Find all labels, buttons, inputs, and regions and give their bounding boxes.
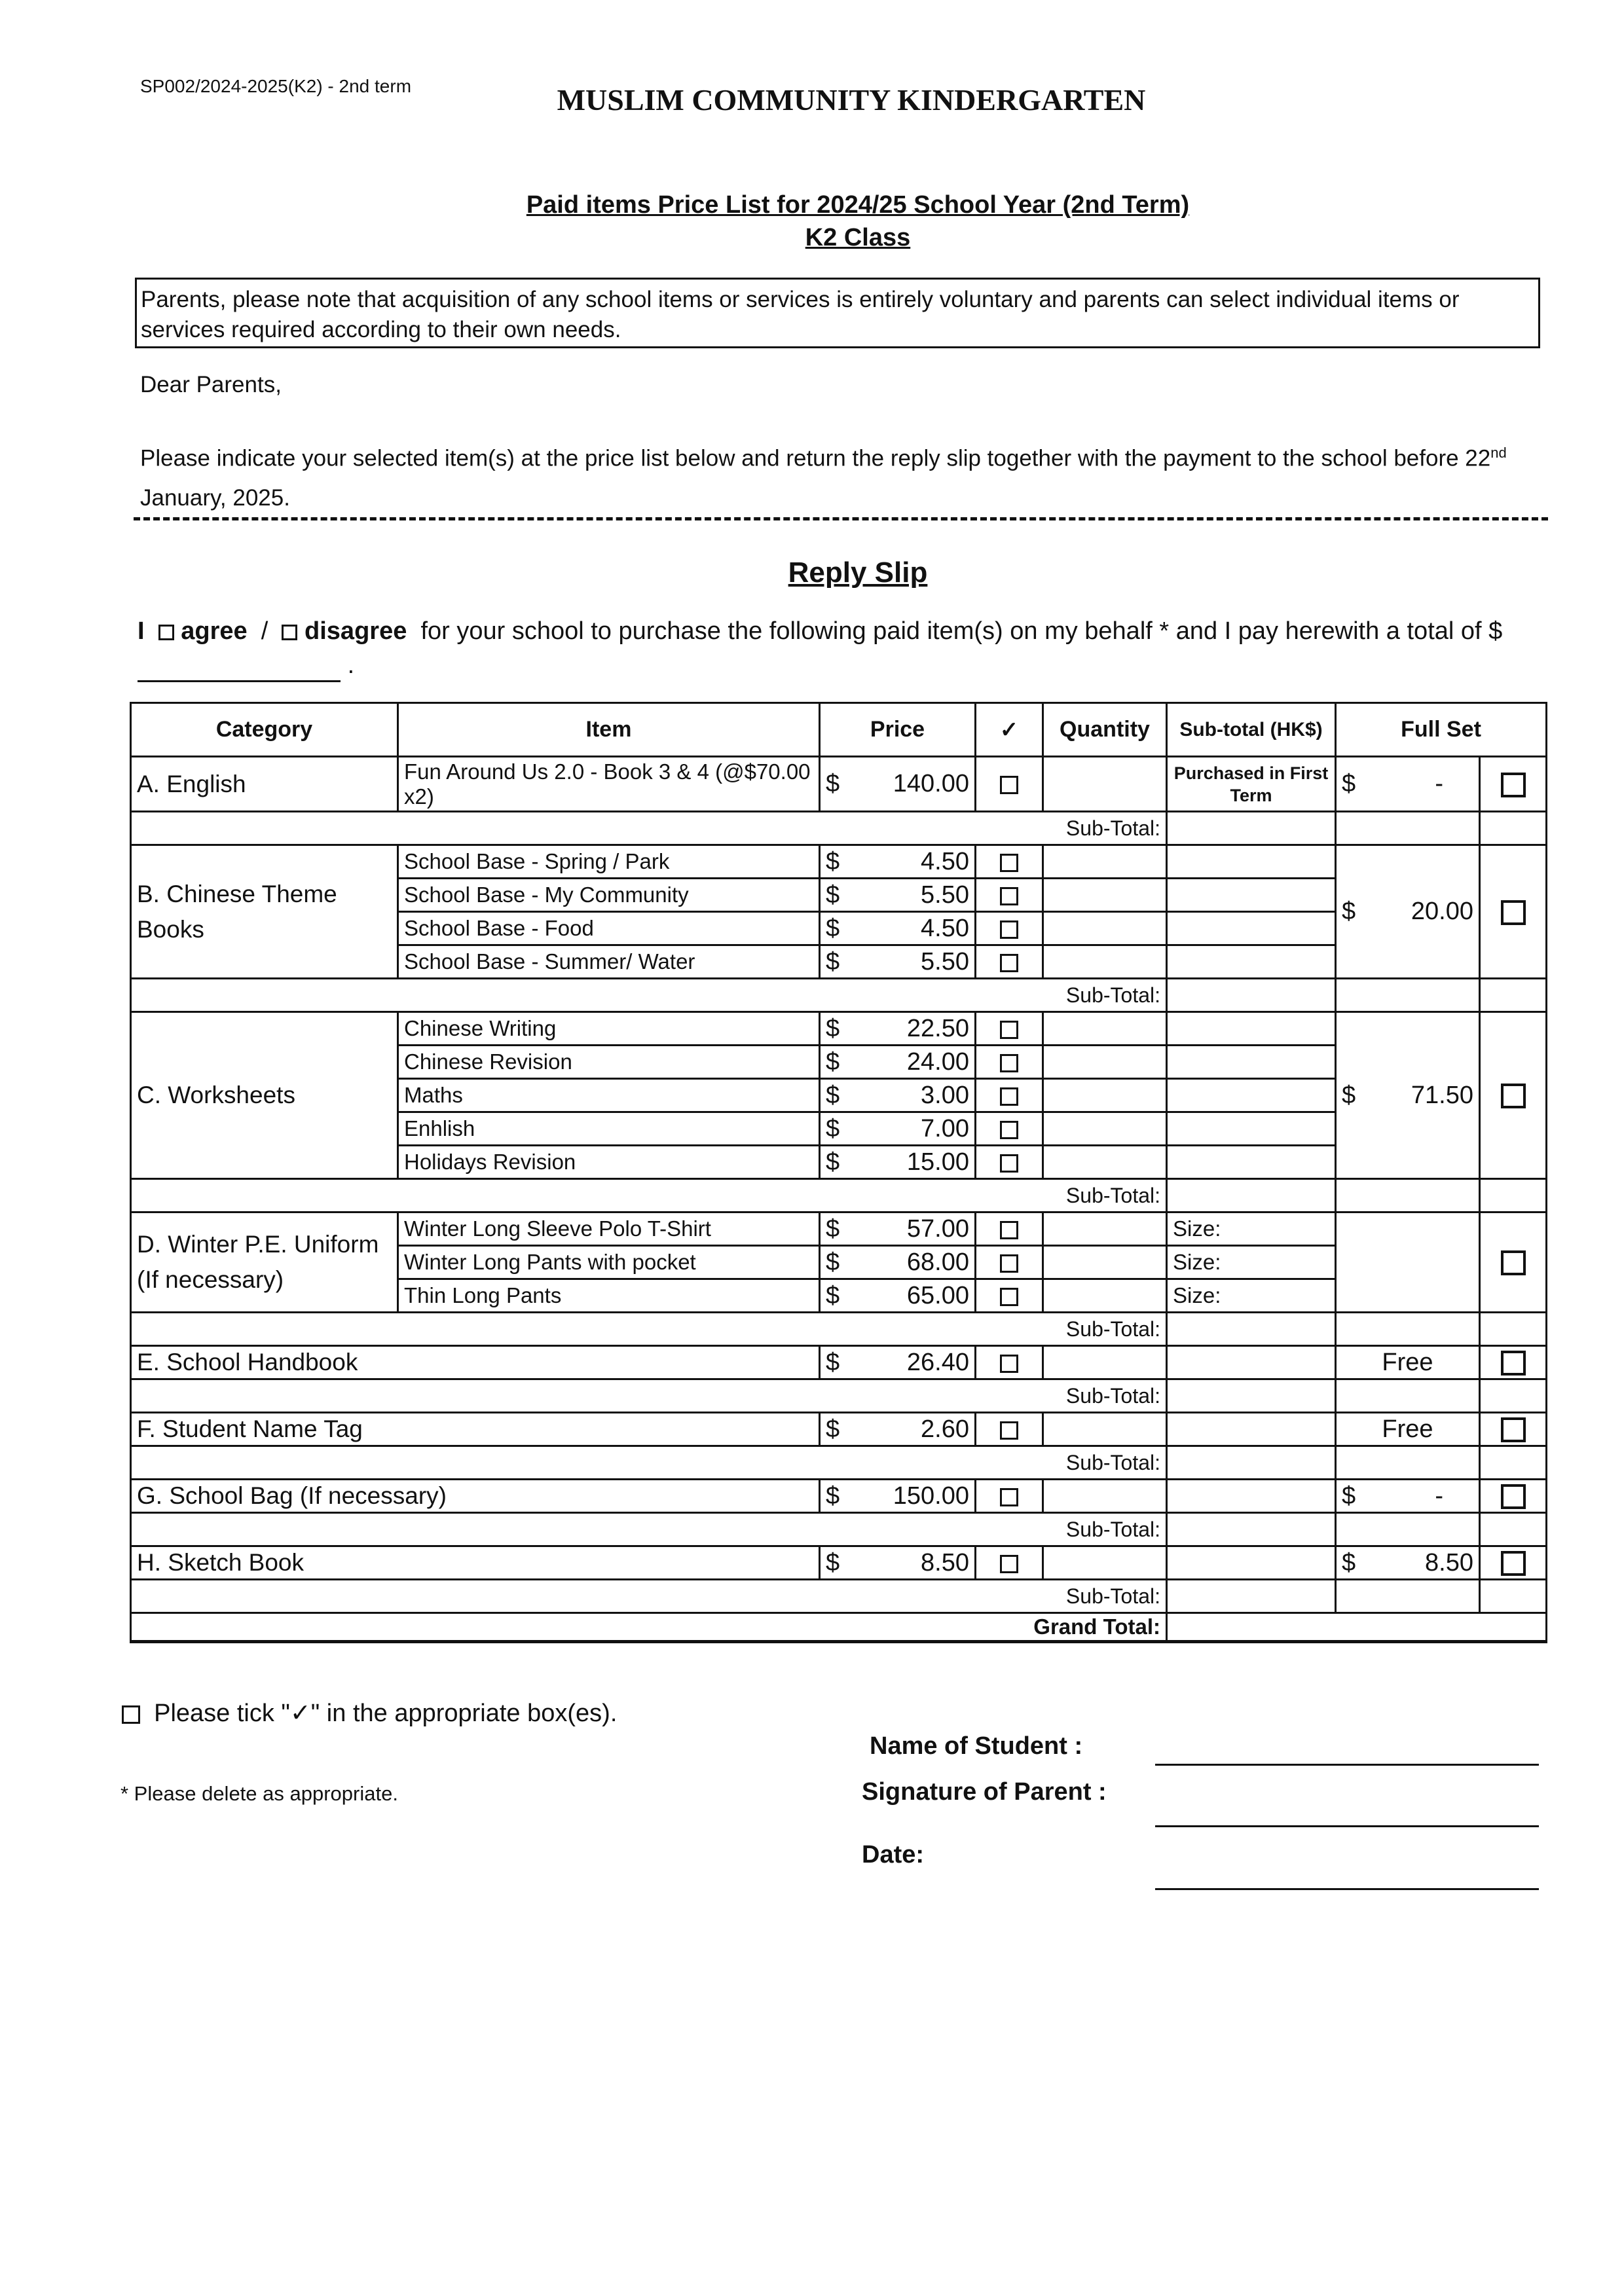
quantity-field[interactable] [1043,1346,1167,1379]
select-cell [976,1346,1043,1379]
full-set-price [1336,757,1480,812]
price-value: 57.00 [906,1214,969,1243]
full-set-value: 8.50 [1425,1548,1473,1576]
quantity-field[interactable] [1043,1146,1167,1179]
instruction-body: Please indicate your selected item(s) at the price list below and return the reply slip together with the payment to the school before 22 [140,445,1491,471]
select-cell [976,1012,1043,1046]
subtotal-label: Sub-Total: [131,979,1167,1012]
total-amount-field[interactable] [138,657,341,682]
item-checkbox[interactable] [1000,887,1018,905]
price-cell [820,945,976,979]
price-cell [820,912,976,945]
item-checkbox[interactable] [1000,854,1018,872]
delete-note: * Please delete as appropriate. [120,1782,398,1805]
subtotal-field[interactable] [1167,945,1336,979]
currency: $ [1342,1548,1356,1576]
full-set-value: - [1435,770,1443,797]
item-name: Winter Long Pants with pocket [398,1246,820,1279]
currency: $ [826,914,840,942]
select-cell [976,757,1043,812]
quantity-field[interactable] [1043,1480,1167,1513]
header-full-set: Full Set [1336,703,1547,757]
price-value: 5.50 [921,881,969,909]
category-chinese-theme-books: B. Chinese Theme Books [131,845,398,979]
table-row [131,1212,1547,1246]
empty-cell [1336,1446,1480,1480]
currency: $ [826,1081,840,1109]
quantity-field[interactable] [1043,1112,1167,1146]
category-worksheets: C. Worksheets [131,1012,398,1179]
empty-cell [1480,1179,1547,1212]
select-cell [976,1546,1043,1580]
slash: / [261,617,268,645]
full-set-checkbox[interactable] [1501,773,1526,797]
class-title: K2 Class [805,224,911,251]
name-of-student-field[interactable] [1155,1764,1539,1766]
currency: $ [826,847,840,875]
table-row [131,1012,1547,1046]
table-row [131,845,1547,879]
currency: $ [826,1048,840,1076]
full-set-value: 71.50 [1411,1081,1473,1109]
full-set-select [1480,1413,1547,1446]
subtotal-field[interactable] [1167,1112,1336,1146]
subtotal-field[interactable] [1167,1179,1336,1212]
price-cell [820,757,976,812]
subtotal-row [131,1313,1547,1346]
date-label: Date: [862,1841,925,1868]
subtotal-field[interactable] [1167,1046,1336,1079]
header-item: Item [398,703,820,757]
subtotal-field[interactable] [1167,979,1336,1012]
item-name: Enhlish [398,1112,820,1146]
item-name: Holidays Revision [398,1146,820,1179]
currency: $ [826,1482,840,1510]
quantity-field[interactable] [1043,1079,1167,1112]
subtotal-label: Sub-Total: [131,1379,1167,1413]
select-cell [976,1480,1043,1513]
school-name: MUSLIM COMMUNITY KINDERGARTEN [557,83,1146,117]
item-checkbox[interactable] [1000,1254,1018,1273]
item-checkbox[interactable] [1000,920,1018,939]
currency: $ [826,1214,840,1243]
price-value: 5.50 [921,947,969,975]
full-set-select [1480,1480,1547,1513]
subtotal-field[interactable] [1167,812,1336,845]
currency: $ [826,1014,840,1042]
empty-cell [1480,1580,1547,1613]
subtotal-field[interactable] [1167,1346,1336,1379]
price-cell [820,1212,976,1246]
currency: $ [1342,770,1356,797]
select-cell [976,945,1043,979]
price-cell [820,1546,976,1580]
period: . [347,651,355,679]
consent-i: I [138,617,145,645]
price-cell [820,1046,976,1079]
currency: $ [826,1281,840,1309]
item-checkbox[interactable] [1000,1154,1018,1173]
subtotal-field[interactable] [1167,1513,1336,1546]
empty-cell [1480,979,1547,1012]
subtotal-field[interactable] [1167,845,1336,879]
price-value: 4.50 [921,914,969,942]
subtotal-field[interactable] [1167,1146,1336,1179]
quantity-field[interactable] [1043,1246,1167,1279]
price-value: 2.60 [921,1415,969,1443]
quantity-field[interactable] [1043,845,1167,879]
quantity-field[interactable] [1043,912,1167,945]
price-cell [820,1346,976,1379]
item-checkbox[interactable] [1000,1221,1018,1239]
full-set-price [1336,1480,1480,1513]
header-quantity: Quantity [1043,703,1167,757]
table-row [131,1413,1547,1446]
empty-cell [1336,1212,1480,1313]
size-field[interactable]: Size: [1167,1246,1336,1279]
subtotal-label: Sub-Total: [131,1580,1167,1613]
free-label: Free [1336,1346,1480,1379]
tick-note: Please tick "✓" in the appropriate box(es). [154,1700,618,1727]
select-cell [976,1112,1043,1146]
date-field[interactable] [1155,1888,1539,1890]
item-checkbox[interactable] [1000,1054,1018,1072]
header-check: ✓ [976,703,1043,757]
subtotal-field[interactable] [1167,1012,1336,1046]
empty-cell [1480,1379,1547,1413]
subtotal-label: Sub-Total: [131,812,1167,845]
cut-line [134,517,1548,520]
item-checkbox[interactable] [1000,1355,1018,1373]
currency: $ [826,1248,840,1276]
subtotal-label: Sub-Total: [131,1313,1167,1346]
date-suffix: nd [1490,445,1507,461]
grand-total-label: Grand Total: [131,1613,1167,1642]
item-checkbox[interactable] [1000,776,1018,794]
full-set-checkbox[interactable] [1501,1084,1526,1108]
full-set-select [1480,1212,1547,1313]
price-value: 24.00 [906,1048,969,1076]
price-cell [820,845,976,879]
greeting: Dear Parents, [140,372,282,397]
item-name: Chinese Revision [398,1046,820,1079]
item-name: Chinese Writing [398,1012,820,1046]
full-set-value: - [1435,1482,1443,1510]
subtotal-field[interactable] [1167,1079,1336,1112]
page-title: Paid items Price List for 2024/25 School Year (2nd Term) [526,191,1190,219]
item-sketch-book: H. Sketch Book [131,1546,820,1580]
subtotal-label: Sub-Total: [131,1179,1167,1212]
subtotal-row [131,1379,1547,1413]
price-list-table [130,702,1547,1643]
quantity-field[interactable] [1043,1012,1167,1046]
subtotal-row [131,812,1547,845]
reply-slip-title: Reply Slip [788,556,928,589]
select-cell [976,912,1043,945]
item-checkbox[interactable] [1000,1488,1018,1506]
empty-cell [1336,1580,1480,1613]
subtotal-field[interactable] [1167,1413,1336,1446]
currency: $ [826,1148,840,1176]
full-set-select [1480,757,1547,812]
full-set-checkbox[interactable] [1501,1250,1526,1275]
item-fun-around-us: Fun Around Us 2.0 - Book 3 & 4 (@$70.00 x2) [398,757,820,812]
select-cell [976,879,1043,912]
empty-cell [1336,1513,1480,1546]
full-set-checkbox[interactable] [1501,1351,1526,1376]
empty-cell [1480,1313,1547,1346]
full-set-select [1480,845,1547,979]
subtotal-row [131,1580,1547,1613]
price-cell [820,1146,976,1179]
full-set-price [1336,1012,1480,1179]
price-value: 140.00 [893,770,969,797]
quantity-field[interactable] [1043,879,1167,912]
quantity-field[interactable] [1043,1413,1167,1446]
empty-cell [1480,1513,1547,1546]
full-set-checkbox[interactable] [1501,900,1526,925]
subtotal-field[interactable] [1167,1480,1336,1513]
item-checkbox[interactable] [1000,1121,1018,1139]
item-school-bag: G. School Bag (If necessary) [131,1480,820,1513]
voluntary-notice: Parents, please note that acquisition of any school items or services is entirely voluntary and parents can select individual items or services required according to their own needs. [135,278,1540,348]
table-header-row [131,703,1547,757]
currency: $ [826,1415,840,1443]
item-name: Thin Long Pants [398,1279,820,1313]
subtotal-label: Sub-Total: [131,1446,1167,1480]
quantity-field[interactable] [1043,1212,1167,1246]
currency: $ [826,1348,840,1376]
quantity-field[interactable] [1043,945,1167,979]
empty-cell [1480,812,1547,845]
select-cell [976,1046,1043,1079]
item-name: School Base - Summer/ Water [398,945,820,979]
consent-statement [138,614,1559,682]
quantity-field[interactable] [1043,1279,1167,1313]
subtotal-row [131,1446,1547,1480]
item-name: Winter Long Sleeve Polo T-Shirt [398,1212,820,1246]
full-set-price [1336,845,1480,979]
currency: $ [826,770,840,797]
select-cell [976,1079,1043,1112]
currency: $ [826,881,840,909]
price-value: 3.00 [921,1081,969,1109]
price-cell [820,879,976,912]
consent-text: for your school to purchase the following paid item(s) on my behalf * and I pay herewith a total of $ [420,617,1503,645]
currency: $ [1342,898,1356,925]
item-checkbox[interactable] [1000,954,1018,972]
header-category: Category [131,703,398,757]
price-value: 68.00 [906,1248,969,1276]
full-set-checkbox[interactable] [1501,1417,1526,1442]
subtotal-row [131,979,1547,1012]
currency: $ [1342,1482,1356,1510]
price-value: 22.50 [906,1014,969,1042]
subtotal-row [131,1513,1547,1546]
tick-instruction [122,1698,617,1728]
price-value: 7.00 [921,1114,969,1142]
item-school-handbook: E. School Handbook [131,1346,820,1379]
size-field[interactable]: Size: [1167,1279,1336,1313]
item-checkbox[interactable] [1000,1021,1018,1039]
item-checkbox[interactable] [1000,1555,1018,1573]
table-row [131,1546,1547,1580]
subtotal-field[interactable] [1167,1546,1336,1580]
size-field[interactable]: Size: [1167,1212,1336,1246]
subtotal-field[interactable] [1167,912,1336,945]
subtotal-field[interactable] [1167,1313,1336,1346]
grand-total-field[interactable] [1167,1613,1547,1642]
quantity-field[interactable] [1043,1046,1167,1079]
currency: $ [826,1548,840,1576]
currency: $ [826,947,840,975]
subtotal-field[interactable] [1167,879,1336,912]
full-set-value: 20.00 [1411,898,1473,925]
price-cell [820,1012,976,1046]
price-value: 8.50 [921,1548,969,1576]
checkbox-legend-icon [122,1705,140,1724]
table-row [131,1480,1547,1513]
disagree-label: disagree [304,617,407,645]
instruction-date: January, 2025. [140,484,290,511]
item-name: School Base - My Community [398,879,820,912]
item-name: Maths [398,1079,820,1112]
quantity-field[interactable] [1043,1546,1167,1580]
currency: $ [1342,1081,1356,1109]
quantity-field[interactable] [1043,757,1167,812]
instruction-text [140,433,1548,518]
subtotal-field[interactable] [1167,1580,1336,1613]
select-cell [976,1146,1043,1179]
full-set-select [1480,1012,1547,1179]
item-student-name-tag: F. Student Name Tag [131,1413,820,1446]
item-checkbox[interactable] [1000,1421,1018,1440]
empty-cell [1336,1179,1480,1212]
item-name: School Base - Spring / Park [398,845,820,879]
full-set-select [1480,1346,1547,1379]
full-set-select [1480,1546,1547,1580]
full-set-checkbox[interactable] [1501,1484,1526,1509]
price-cell [820,1246,976,1279]
category-winter-pe-uniform: D. Winter P.E. Uniform (If necessary) [131,1212,398,1313]
select-cell [976,1246,1043,1279]
select-cell [976,845,1043,879]
price-value: 4.50 [921,847,969,875]
empty-cell [1336,812,1480,845]
item-name: School Base - Food [398,912,820,945]
price-cell [820,1279,976,1313]
header-price: Price [820,703,976,757]
price-cell [820,1079,976,1112]
header-subtotal: Sub-total (HK$) [1167,703,1336,757]
select-cell [976,1413,1043,1446]
empty-cell [1336,1313,1480,1346]
select-cell [976,1212,1043,1246]
item-checkbox[interactable] [1000,1288,1018,1306]
agree-checkbox[interactable] [158,625,174,640]
document-id: SP002/2024-2025(K2) - 2nd term [140,76,412,96]
full-set-checkbox[interactable] [1501,1551,1526,1576]
table-row [131,1346,1547,1379]
signature-label: Signature of Parent : [862,1778,1107,1806]
price-value: 15.00 [906,1148,969,1176]
subtotal-row [131,1179,1547,1212]
grand-total-row [131,1613,1547,1642]
empty-cell [1336,1379,1480,1413]
price-value: 26.40 [906,1348,969,1376]
full-set-price [1336,1546,1480,1580]
empty-cell [1336,979,1480,1012]
select-cell [976,1279,1043,1313]
category-english: A. English [131,757,398,812]
subtotal-label: Sub-Total: [131,1513,1167,1546]
empty-cell [1480,1446,1547,1480]
price-cell [820,1112,976,1146]
purchased-note: Purchased in First Term [1167,757,1336,812]
subtotal-field[interactable] [1167,1379,1336,1413]
subtotal-field[interactable] [1167,1446,1336,1480]
price-cell [820,1413,976,1446]
disagree-checkbox[interactable] [282,625,297,640]
price-value: 65.00 [906,1281,969,1309]
currency: $ [826,1114,840,1142]
price-value: 150.00 [893,1482,969,1510]
name-of-student-label: Name of Student : [870,1732,1083,1760]
agree-label: agree [181,617,248,645]
price-cell [820,1480,976,1513]
item-checkbox[interactable] [1000,1087,1018,1106]
signature-field[interactable] [1155,1825,1539,1827]
free-label: Free [1336,1413,1480,1446]
table-row [131,757,1547,812]
